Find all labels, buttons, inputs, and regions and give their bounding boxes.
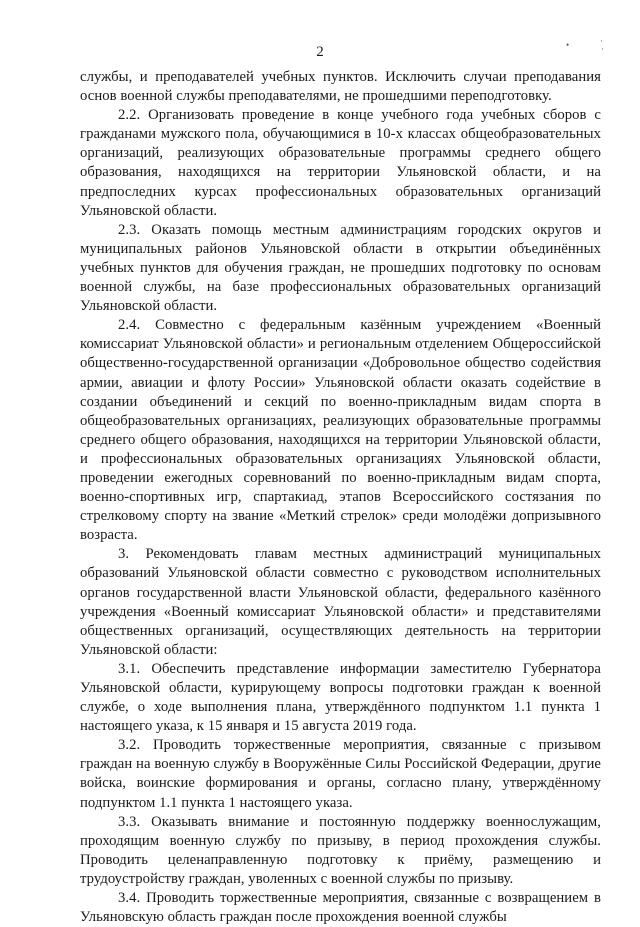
paragraph-2-2: 2.2. Организовать проведение в конце учебного года учебных сборов с гражданами мужского пола, обучающимися в 10-х классах общеобразовательных организаций, реализующих образовательные программы среднего общего образования, находящихся на территории Ульяновской области, и на предпоследних курсах профессиональных образовательных организаций Ульяновской области.: [80, 107, 601, 219]
paragraph-3-3: 3.3. Оказывать внимание и постоянную поддержку военнослужащим, проходящим военную службу по призыву, в период прохождения службы. Проводить целенаправленную подготовку к приёму, размещению и трудоустройству граждан, уволенных с военной службы по призыву.: [80, 813, 601, 887]
scan-speck: ·: [601, 44, 604, 54]
paragraph-3-4: 3.4. Проводить торжественные мероприятия, связанные с возвращением в Ульяновскую область граждан после прохождения военной службы: [80, 890, 601, 926]
scan-speck: •: [566, 40, 570, 50]
body-text: [80, 68, 601, 927]
paragraph-3-1: 3.1. Обеспечить представление информации заместителю Губернатора Ульяновской области, курирующему вопросы подготовки граждан к военной службе, о ходе выполнения плана, утверждённого подпунктом 1.1 пункта 1 настоящего указа, к 15 января и 15 августа 2019 года.: [80, 660, 601, 735]
paragraph-2-4: 2.4. Совместно с федеральным казённым учреждением «Военный комиссариат Ульяновской области» и региональным отделением Общероссийской общественно-государственной организации «Добровольное общество содействия армии, авиации и флоту России» Ульяновской области оказать содействие в создании объединений и секций по военно-прикладным видам спорта в общеобразовательных организациях, реализующих образовательные программы среднего общего образования, находящихся на территории Ульяновской области, и профессиональных образовательных организациях Ульяновской области, проведении ежегодных соревнований по военно-прикладным видам спорта, военно-спортивных игр, спартакиад, этапов Всероссийского состязания по стрелковому спорту на звание «Меткий стрелок» среди молодёжи допризывного возраста.: [80, 317, 601, 544]
paragraph-continuation: службы, и преподавателей учебных пунктов. Исключить случаи преподавания основ военной службы преподавателями, не прошедшими переподготовку.: [80, 69, 601, 105]
paragraph-3-2: 3.2. Проводить торжественные мероприятия, связанные с призывом граждан на военную службу в Вооружённые Силы Российской Федерации, другие войска, воинские формирования и органы, согласно плану, утверждённому подпунктом 1.1 пункта 1 настоящего указа.: [80, 737, 601, 811]
paragraph-3: 3. Рекомендовать главам местных администраций муниципальных образований Ульяновской области совместно с руководством исполнительных органов государственной власти Ульяновской области, федерального казённого учреждения «Военный комиссариат Ульяновской области» и представителями общественных организаций, осуществляющих деятельность на территории Ульяновской области:: [80, 546, 601, 658]
paragraph-2-3: 2.3. Оказать помощь местным администрациям городских округов и муниципальных районов Ульяновской области в открытии объединённых учебных пунктов для обучения граждан, не прошедших подготовку по основам военной службы, на базе профессиональных образовательных организаций Ульяновской области.: [80, 221, 601, 315]
page-number: 2: [316, 44, 324, 60]
scan-speck: ·: [600, 36, 603, 46]
